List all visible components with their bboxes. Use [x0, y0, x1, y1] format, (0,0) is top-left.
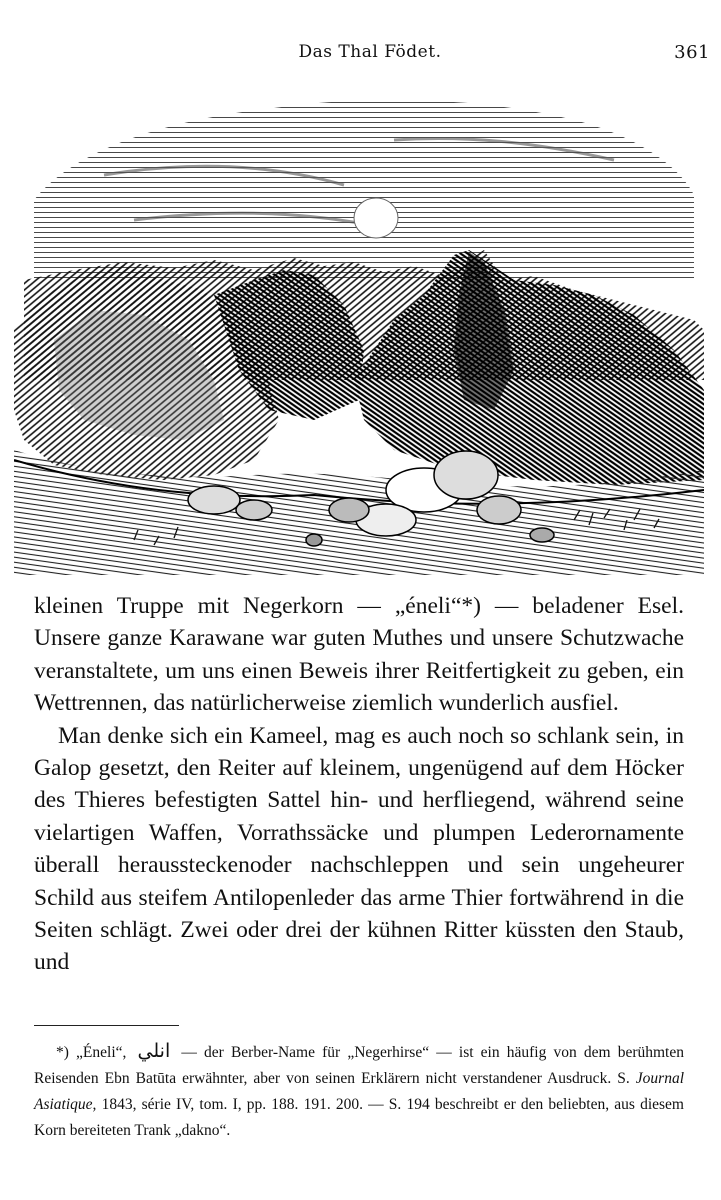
footnote-marker: *) „Éneli“,: [56, 1044, 127, 1061]
running-header: [30, 40, 710, 70]
main-text: [34, 590, 684, 979]
footnote-text-b: 1843, série IV, tom. I, pp. 188. 191. 200. — S. 194 beschreibt er den beliebten, aus diesem Korn bereiteten Trank „dakno“.: [34, 1096, 684, 1139]
journal-title: Journal Asiatique,: [34, 1070, 685, 1113]
footnote-separator: [34, 1025, 179, 1026]
page-number: 361: [674, 42, 710, 63]
mountain-valley-engraving: [14, 80, 704, 575]
sky-hatching: [34, 100, 694, 280]
engraving-illustration: [14, 80, 704, 575]
footnote: [34, 1038, 684, 1144]
arabic-word: انلي: [137, 1040, 171, 1062]
moon: [354, 198, 398, 238]
footnote-text-a: — der Berber-Name für „Negerhirse“ — ist ein häufig von dem berühmten Reisenden Ebn Batūta erwähnter, aber von seinen Erklärern nicht verstandener Ausdruck. S.: [34, 1044, 684, 1087]
paragraph-1: kleinen Truppe mit Negerkorn — „éneli“*) — beladener Esel. Unsere ganze Karawane war guten Muthes und unsere Schutzwache veranstaltete, um uns einen Beweis ihrer Reitfertigkeit zu geben, ein Wettrennen, das natürlicherweise ziemlich wunderlich ausfiel.: [34, 593, 684, 717]
running-title: Das Thal Födet.: [298, 42, 442, 62]
paragraph-2: Man denke sich ein Kameel, mag es auch noch so schlank sein, in Galop gesetzt, den Reiter auf kleinem, ungenügend auf dem Höcker des Thieres befestigten Sattel hin- und herfliegend, während seine vielartigen Waffen, Vorrathssäcke und plumpen Lederornamente überall heraussteckenoder nachschleppen und sein ungeheurer Schild aus steifem Antilopenleder das arme Thier fortwährend in die Seiten schlägt. Zwei oder drei der kühnen Ritter küssten den Staub, und: [34, 722, 684, 976]
